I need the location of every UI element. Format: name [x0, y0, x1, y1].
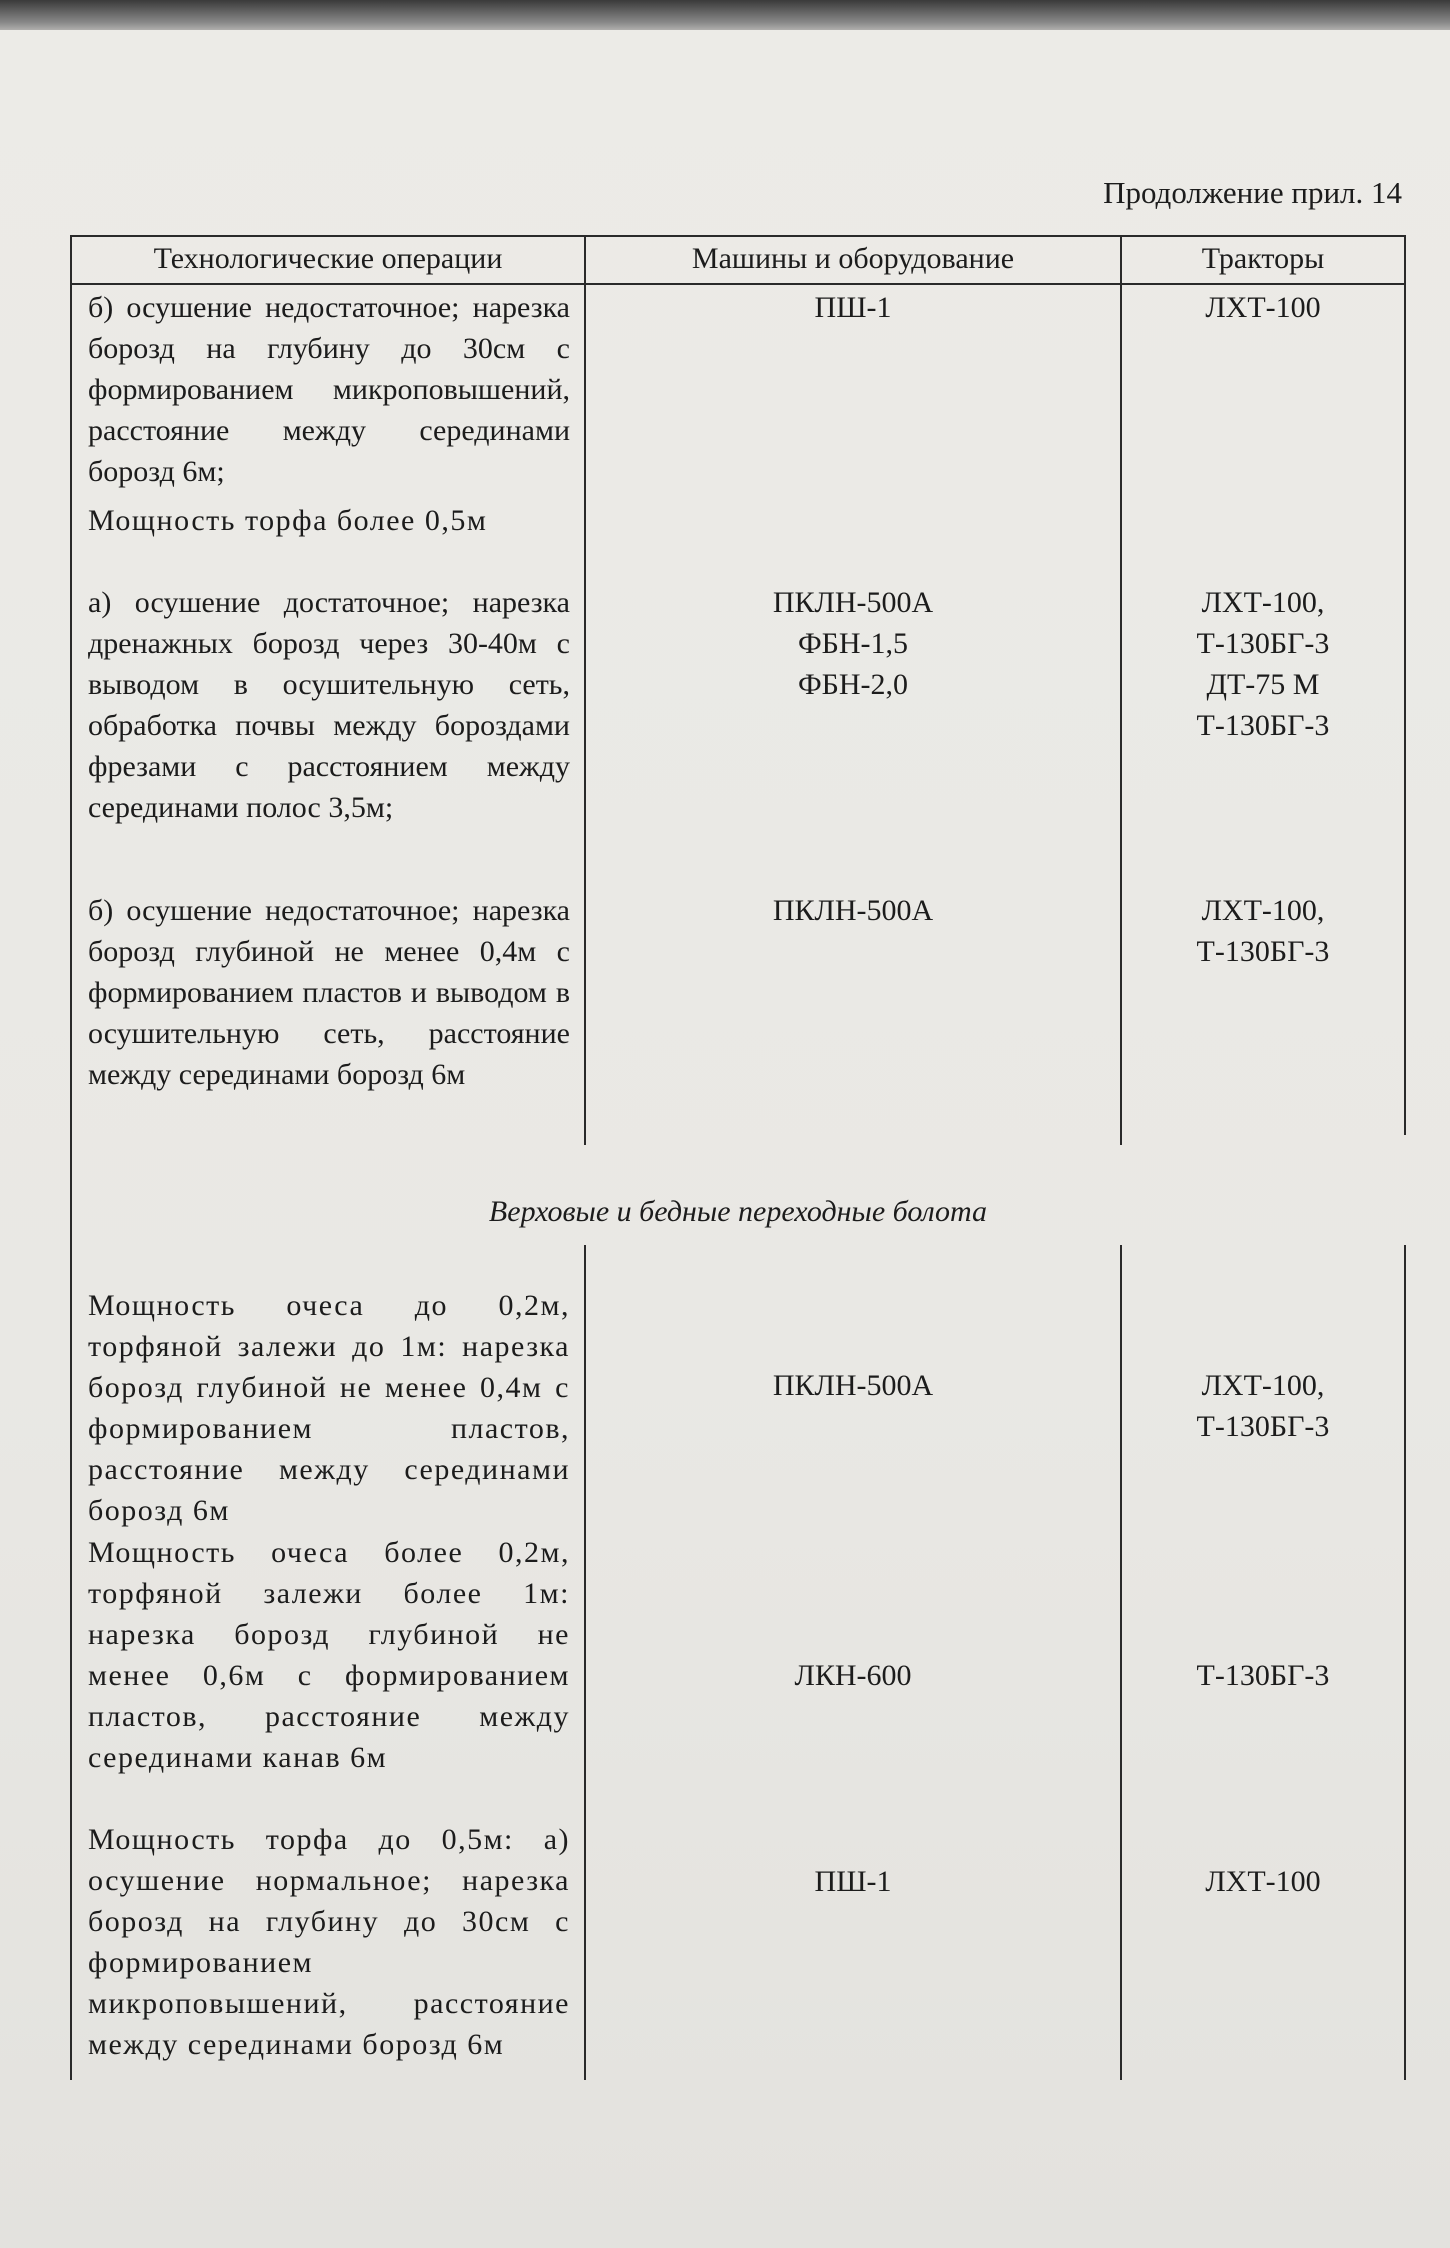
operations-table — [70, 235, 1406, 2095]
operation-cell: Мощность торфа до 0,5м: а) осушение нормальное; нарезка борозд на глубину до 30см с формированием микроповышений, расстояние между серединами борозд 6м — [88, 1823, 570, 2061]
tractors-cell: ЛХТ-100, Т-130БГ-3 — [1196, 1369, 1330, 1443]
operation-cell: Мощность очеса до 0,2м, торфяной залежи до 1м: нарезка борозд глубиной не менее 0,4м с формированием пластов, расстояние между серединами борозд 6м — [88, 1289, 570, 1527]
tractors-cell: ЛХТ-100, Т-130БГ-3 ДТ-75 М Т-130БГ-3 — [1196, 586, 1330, 742]
operation-cell: а) осушение достаточное; нарезка дренажных борозд через 30-40м с выводом в осушительную сеть, обработка почвы между бороздами фрезами с расстоянием между серединами полос 3,5м; — [88, 586, 570, 824]
section-title: Верховые и бедные переходные болота — [488, 1195, 988, 1228]
continuation-heading: Продолжение прил. 14 — [1103, 175, 1402, 210]
machines-cell: ЛКН-600 — [794, 1659, 912, 1692]
machines-cell: ПШ-1 — [814, 1865, 892, 1898]
table-border-right-lower — [1404, 1245, 1406, 2080]
table-header-divider — [70, 283, 1406, 285]
machines-cell: ПКЛН-500А — [772, 1369, 934, 1402]
column-header-operations: Технологические операции — [153, 242, 503, 275]
column-header-machines: Машины и оборудование — [691, 242, 1015, 275]
scanned-page — [0, 30, 1450, 2248]
operation-cell: б) осушение недостаточное; нарезка борозд на глубину до 30см с формированием микроповышений, расстояние между серединами борозд 6м; — [88, 291, 570, 488]
column-header-tractors: Тракторы — [1201, 242, 1325, 275]
table-border-top — [70, 235, 1406, 237]
table-border-left — [70, 235, 72, 2080]
machines-cell: ПКЛН-500А — [772, 894, 934, 927]
operation-cell: б) осушение недостаточное; нарезка борозд глубиной не менее 0,4м с формированием пластов и выводом в осушительную сеть, расстояние между серединами борозд 6м — [88, 894, 570, 1091]
operation-cell: Мощность торфа более 0,5м — [88, 504, 488, 537]
tractors-cell: Т-130БГ-3 — [1196, 1659, 1330, 1692]
machines-cell: ПШ-1 — [814, 291, 892, 324]
table-border-right — [1404, 235, 1406, 1135]
tractors-cell: ЛХТ-100 — [1205, 291, 1321, 324]
tractors-cell: ЛХТ-100, Т-130БГ-3 — [1196, 894, 1330, 968]
machines-cell: ПКЛН-500А ФБН-1,5 ФБН-2,0 — [772, 586, 934, 701]
operation-cell: Мощность очеса более 0,2м, торфяной залежи более 1м: нарезка борозд глубиной не менее 0,6м с формированием пластов, расстояние между серединами канав 6м — [88, 1536, 570, 1774]
tractors-cell: ЛХТ-100 — [1205, 1865, 1321, 1898]
